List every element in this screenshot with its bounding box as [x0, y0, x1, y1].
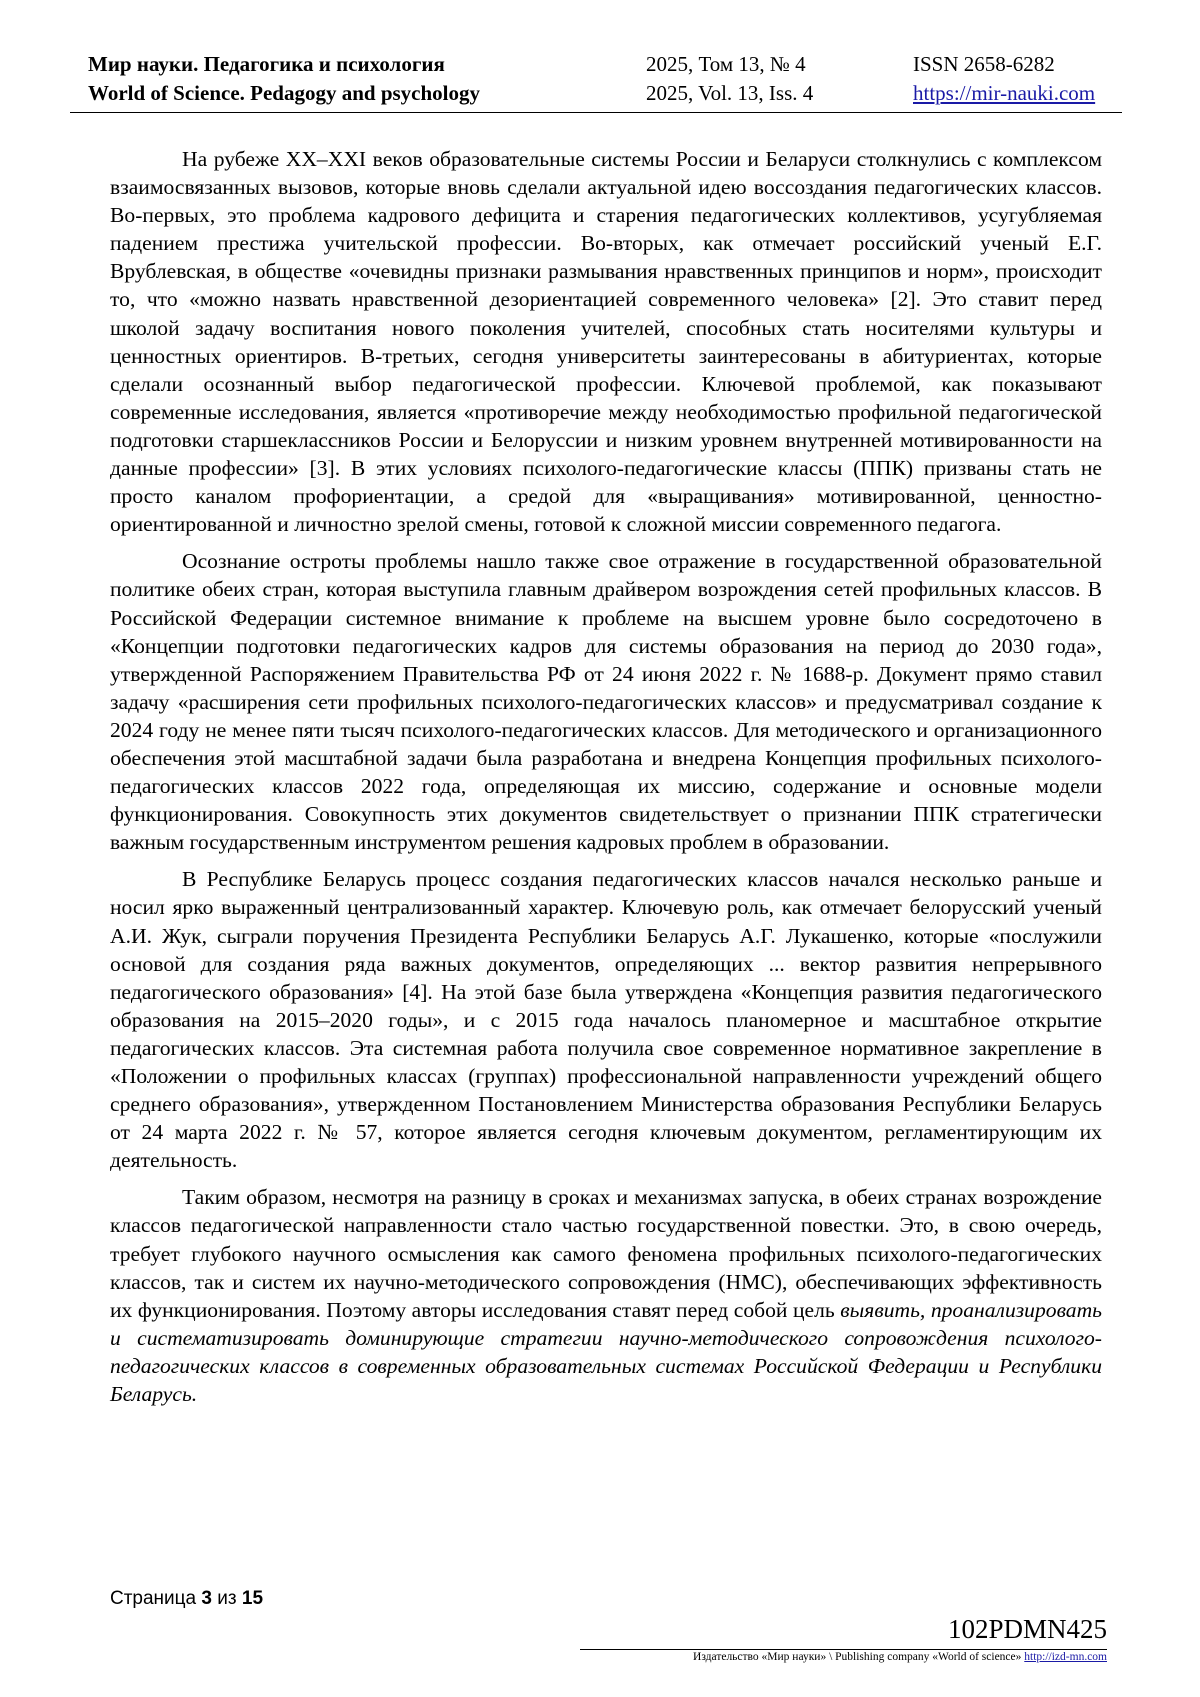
issn: ISSN 2658-6282: [913, 52, 1055, 76]
page-header: [70, 50, 1122, 113]
journal-title-ru: Мир науки. Педагогика и психология: [88, 52, 445, 76]
paragraph-1: На рубеже XX–XXI веков образовательные системы России и Беларуси столкнулись с комплексом взаимосвязанных вызовов, которые вновь сделали актуальной идею воссоздания педагогических классов. Во-первых, это проблема кадрового дефицита и старения педагогических коллективов, усугубляемая падением престижа учительской профессии. Во-вторых, как отмечает российский ученый Е.Г. Врублевская, в обществе «очевидны признаки размывания нравственных принципов и норм», происходит то, что «можно назвать нравственной дезориентацией современного человека» [2]. Это ставит перед школой задачу воспитания нового поколения учителей, способных стать носителями культуры и ценностных ориентиров. В-третьих, сегодня университеты заинтересованы в абитуриентах, которые сделали осознанный выбор педагогической профессии. Ключевой проблемой, как показывают современные исследования, является «противоречие между необходимостью профильной педагогической подготовки старшеклассников России и Белоруссии и низким уровнем внутренней мотивированности на данные профессии» [3]. В этих условиях психолого-педагогические классы (ППК) призваны стать не просто каналом профориентации, а средой для «выращивания» мотивированной, ценностно-ориентированной и личностно зрелой смены, готовой к сложной миссии современного педагога.: [110, 147, 1102, 537]
issue-info-block: [646, 50, 813, 108]
paragraph-2: Осознание остроты проблемы нашло также свое отражение в государственной образовательной политике обеих стран, которая выступила главным драйвером возрождения сетей профильных классов. В Российской Федерации системное внимание к проблеме на высшем уровне было сосредоточено в «Концепции подготовки педагогических кадров для системы образования на период до 2030 года», утвержденной Распоряжением Правительства РФ от 24 июня 2022 г. № 1688-р. Документ прямо ставил задачу «расширения сети профильных психолого-педагогических классов» и предусматривал создание к 2024 году не менее пяти тысяч психолого-педагогических классов. Для методического и организационного обеспечения этой масштабной задачи была разработана и внедрена Концепция профильных психолого-педагогических классов 2022 года, определяющая их миссию, содержание и основные модели функционирования. Совокупность этих документов свидетельствует о признании ППК стратегически важным государственным инструментом решения кадровых проблем в образовании.: [110, 549, 1102, 855]
paragraph-3: В Республике Беларусь процесс создания педагогических классов начался несколько раньше и носил ярко выраженный централизованный характер. Ключевую роль, как отмечает белорусский ученый А.И. Жук, сыграли поручения Президента Республики Беларусь А.Г. Лукашенко, которые «послужили основой для создания ряда важных документов, определяющих ... вектор развития непрерывного педагогического образования» [4]. На этой базе была утверждена «Концепция развития педагогического образования на 2015–2020 годы», и с 2015 года началось планомерное и масштабное открытие педагогических классов. Эта системная работа получила свое современное нормативное закрепление в «Положении о профильных классах (группах) профессиональной направленности учреждений общего среднего образования», утвержденном Постановлением Министерства образования Республики Беларусь от 24 марта 2022 г. № 57, которое является сегодня ключевым документом, регламентирующим их деятельность.: [110, 867, 1102, 1173]
journal-title-en: World of Science. Pedagogy and psychology: [88, 81, 481, 105]
issue-ru: 2025, Том 13, № 4: [646, 52, 806, 76]
publisher-line: [693, 1651, 1107, 1663]
journal-url-link[interactable]: https://mir-nauki.com: [913, 81, 1096, 105]
footer-divider: [580, 1649, 1107, 1650]
page-current: 3: [201, 1588, 212, 1609]
page-total: 15: [241, 1588, 264, 1609]
page-word: Страница: [110, 1588, 197, 1609]
issn-block: [913, 50, 1095, 108]
paragraph-4: [110, 1183, 1102, 1408]
page-of: из: [217, 1588, 237, 1609]
publisher-text: Издательство «Мир науки» \ Publishing company «World of science»: [693, 1651, 1022, 1663]
article-code: 102PDMN425: [947, 1614, 1107, 1644]
issue-en: 2025, Vol. 13, Iss. 4: [646, 81, 814, 105]
page-number: [110, 1588, 263, 1610]
paragraph-4-goal-italic: выявить, проанализировать и систематизировать доминирующие стратегии научно-методического сопровождения психолого-педагогических классов в современных образовательных системах Российской Федерации и Республики Беларусь.: [110, 1297, 1103, 1407]
publisher-url-link[interactable]: http://izd-mn.com: [1024, 1651, 1107, 1663]
paragraph-4-regular: Таким образом, несмотря на разницу в сроках и механизмах запуска, в обеих странах возрождение классов педагогической направленности стало частью государственной повестки. Это, в свою очередь, требует глубокого научного осмысления как самого феномена профильных психолого-педагогических классов, так и систем их научно-методического сопровождения (НМС), обеспечивающих эффективность их функционирования. Поэтому авторы исследования ставят перед собой цель: [110, 1185, 1102, 1322]
article-body: [110, 145, 1102, 1417]
journal-title-block: [88, 50, 480, 108]
